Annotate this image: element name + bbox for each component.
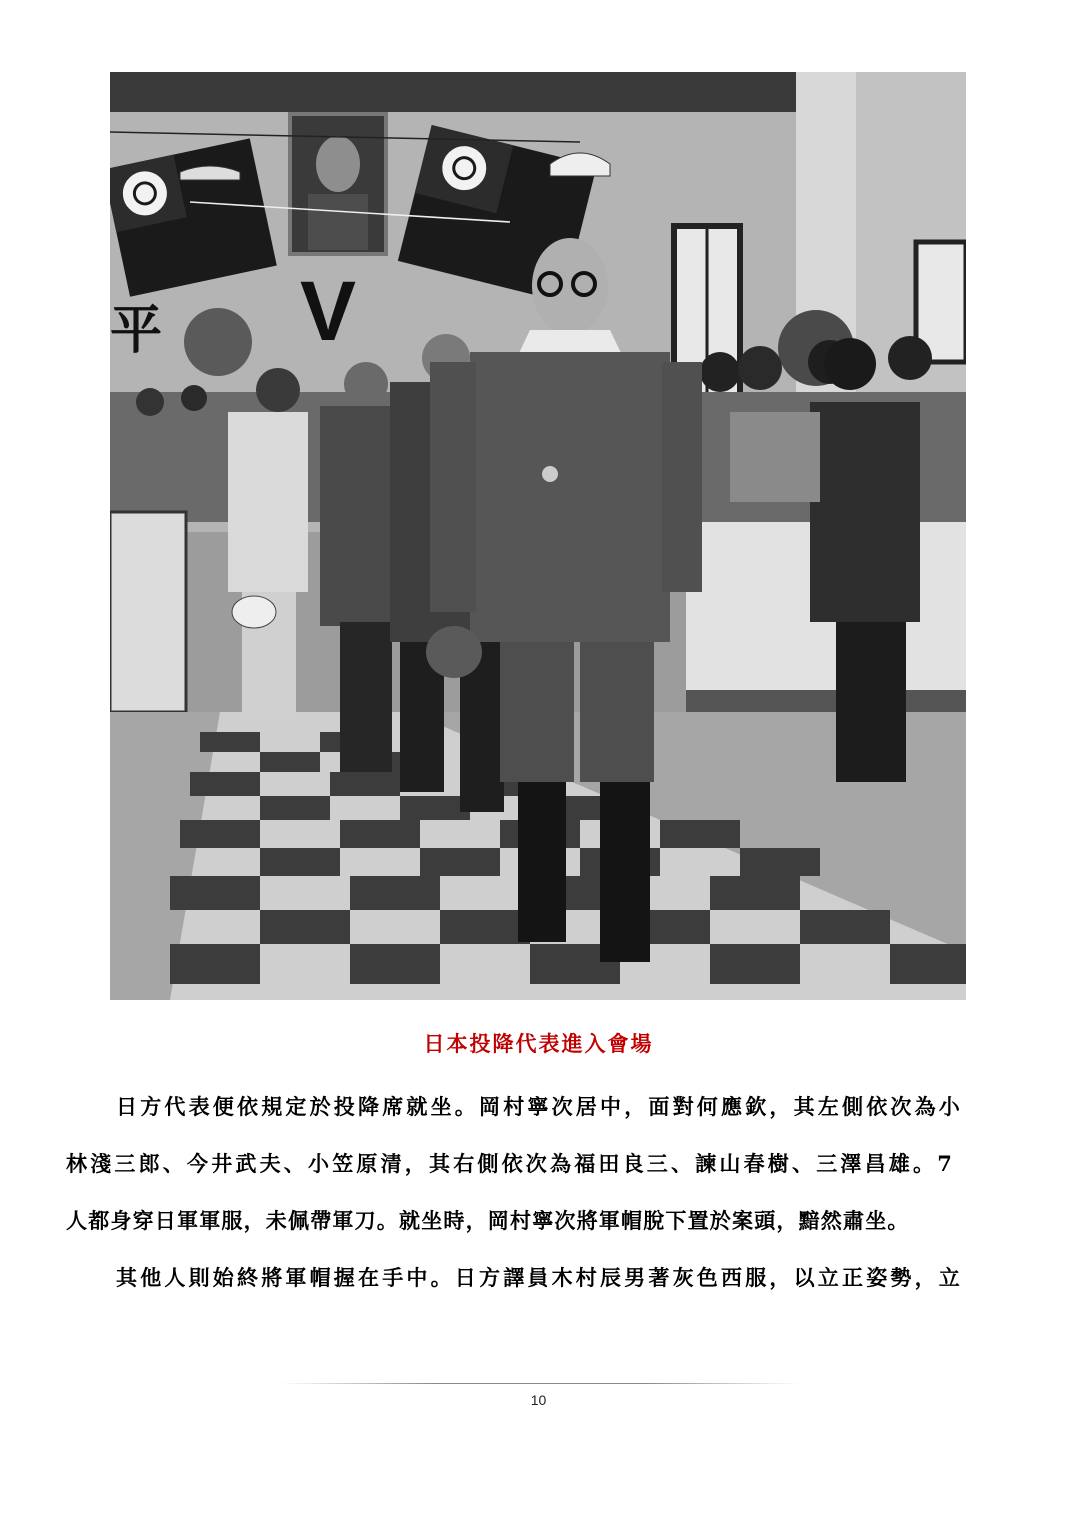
body-paragraph <box>66 1078 1016 1306</box>
v-sign: V <box>300 264 357 358</box>
footer-divider <box>280 1383 800 1384</box>
figure-caption: 日本投降代表進入會場 <box>423 1031 654 1056</box>
text-line-3: 人都身穿日軍軍服，未佩帶軍刀。就坐時，岡村寧次將軍帽脫下置於案頭，黯然肅坐。 <box>66 1208 910 1233</box>
wall-sign-text: 平 <box>110 300 163 361</box>
text-line-1: 日方代表便依規定於投降席就坐。岡村寧次居中，面對何應欽，其左側依次為小 <box>116 1094 963 1119</box>
text-line-2: 林淺三郎、今井武夫、小笠原清，其右側依次為福田良三、諫山春樹、三澤昌雄。7 <box>66 1151 956 1176</box>
text-line-4: 其他人則始終將軍帽握在手中。日方譯員木村辰男著灰色西服，以立正姿勢，立 <box>116 1265 963 1290</box>
historical-photo <box>110 72 966 1000</box>
page-number: 10 <box>530 1392 547 1408</box>
